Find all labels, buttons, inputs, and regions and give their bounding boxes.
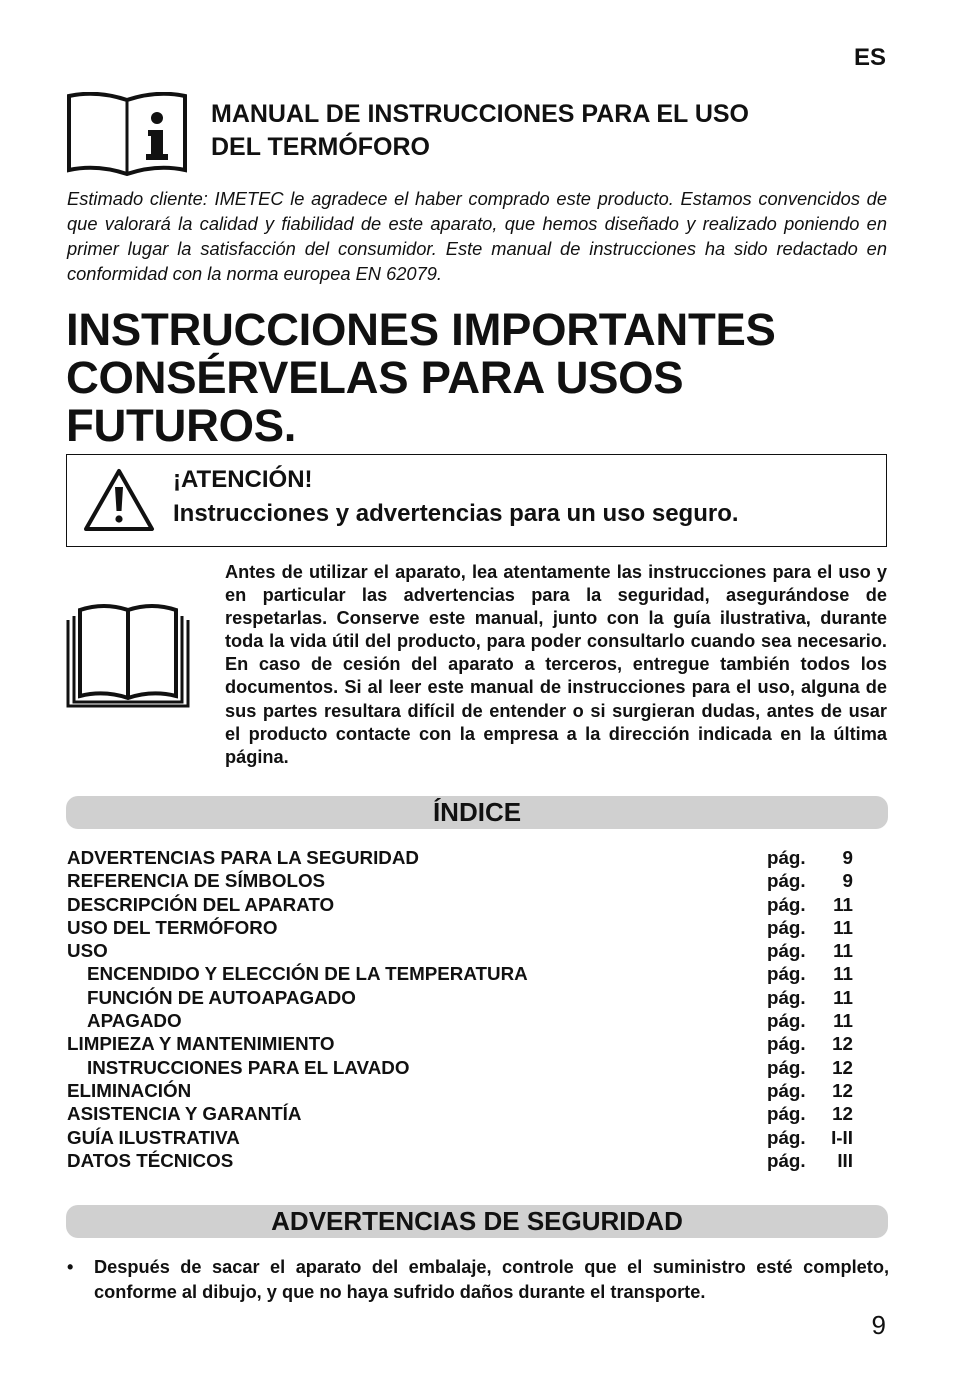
- index-entry-page-number: 11: [833, 986, 853, 1008]
- page-number: 9: [871, 1310, 886, 1340]
- index-entry-label: REFERENCIA DE SÍMBOLOS: [67, 870, 326, 892]
- safety-bullet-text: Después de sacar el aparato del embalaje, controle que el suministro esté completo, conforme al dibujo, y que no haya sufrido daños durante el transporte.: [94, 1257, 889, 1302]
- index-heading: ÍNDICE: [66, 796, 888, 829]
- index-entry-label: INSTRUCCIONES PARA EL LAVADO: [87, 1056, 410, 1078]
- index-entry-page-number: 11: [833, 893, 853, 915]
- index-entry-page-number: 9: [842, 870, 853, 892]
- index-entry-pag: pág.: [767, 963, 806, 985]
- index-entry: [67, 846, 857, 869]
- index-entry-pag: pág.: [767, 940, 806, 962]
- index-entry-pag: pág.: [767, 1149, 806, 1171]
- index-entry-page-number: 11: [833, 963, 853, 985]
- index-entry-pag: pág.: [767, 1079, 806, 1101]
- index-entry-page-number: 12: [832, 1033, 853, 1055]
- index-entry-label: FUNCIÓN DE AUTOAPAGADO: [87, 986, 356, 1008]
- warning-title: ¡ATENCIÓN!: [173, 466, 313, 493]
- index-entry-label: DATOS TÉCNICOS: [67, 1149, 234, 1171]
- index-entry: [67, 986, 857, 1009]
- index-entry-label: DESCRIPCIÓN DEL APARATO: [67, 893, 335, 915]
- big-title-line-2: CONSÉRVELAS PARA USOS: [66, 352, 684, 403]
- index-entry-pag: pág.: [767, 893, 806, 915]
- index-entry-pag: pág.: [767, 1033, 806, 1055]
- index-entry-page-number: 11: [833, 1010, 853, 1032]
- index-entry-label: LIMPIEZA Y MANTENIMIENTO: [67, 1033, 335, 1055]
- index-entry-pag: pág.: [767, 916, 806, 938]
- language-code: ES: [853, 44, 886, 71]
- index-entry-page-number: 12: [832, 1103, 853, 1125]
- index-entry: [67, 1079, 857, 1102]
- index-entry-page-number: I-II: [831, 1126, 853, 1148]
- safety-heading: ADVERTENCIAS DE SEGURIDAD: [66, 1205, 888, 1238]
- intro-paragraph: Estimado cliente: IMETEC le agradece el haber comprado este producto. Estamos convencidos de que valorará la calidad y fiabilidad de este aparato, que hemos diseñado y realizado poniendo en primer lugar la satisfacción del consumidor. Este manual de instrucciones ha sido redactado en conformidad con la norma europea EN 62079.: [67, 188, 887, 284]
- warning-subtitle: Instrucciones y advertencias para un uso seguro.: [173, 500, 739, 527]
- index-entry-label: GUÍA ILUSTRATIVA: [67, 1126, 240, 1148]
- warning-box: [66, 454, 887, 547]
- index-entry-label: ADVERTENCIAS PARA LA SEGURIDAD: [67, 847, 419, 868]
- index-entry-page-number: 11: [833, 916, 853, 938]
- index-entry-label: APAGADO: [87, 1010, 182, 1032]
- index-entry: [67, 1102, 857, 1125]
- index-entry-pag: pág.: [767, 1103, 806, 1125]
- big-title-line-3: FUTUROS.: [66, 400, 297, 451]
- index-entry: [67, 893, 857, 916]
- index-entry: [67, 939, 857, 962]
- index-entry: [67, 1032, 857, 1055]
- index-entry: [67, 1009, 857, 1032]
- index-entry-pag: pág.: [767, 870, 806, 892]
- index-entry-label: USO DEL TERMÓFORO: [67, 916, 278, 938]
- index-entry: [67, 916, 857, 939]
- manual-title-line-1: MANUAL DE INSTRUCCIONES PARA EL USO: [211, 100, 750, 128]
- index-entry-label: ELIMINACIÓN: [67, 1079, 192, 1101]
- index-entry-pag: pág.: [767, 1010, 806, 1032]
- index-entry-pag: pág.: [767, 1126, 806, 1148]
- manual-title: [211, 98, 851, 164]
- index-entry-page-number: III: [837, 1149, 853, 1171]
- index-list: [67, 846, 857, 1172]
- warning-triangle-icon: [83, 467, 155, 533]
- index-entry: [67, 1149, 857, 1172]
- index-entry: [67, 1126, 857, 1149]
- big-title-line-1: INSTRUCCIONES IMPORTANTES: [66, 304, 776, 355]
- index-entry: [67, 1056, 857, 1079]
- index-entry-page-number: 12: [832, 1056, 853, 1078]
- index-entry-pag: pág.: [767, 1056, 806, 1078]
- safety-bullet: [67, 1255, 889, 1304]
- index-entry-page-number: 12: [832, 1079, 853, 1101]
- manual-title-line-2: DEL TERMÓFORO: [211, 133, 430, 161]
- index-entry-label: USO: [67, 940, 108, 962]
- index-entry-label: ENCENDIDO Y ELECCIÓN DE LA TEMPERATURA: [87, 963, 528, 985]
- index-entry-page-number: 11: [833, 940, 853, 962]
- important-instructions-title: [66, 306, 896, 450]
- open-book-icon: [66, 602, 190, 708]
- safety-bullet-list: [67, 1255, 889, 1304]
- index-entry: [67, 869, 857, 892]
- index-entry: [67, 962, 857, 985]
- read-manual-notice: Antes de utilizar el aparato, lea atentamente las instrucciones para el uso y en particular las advertencias para la seguridad, asegurándose de respetarlas. Conserve este manual, junto con la guía ilustrativa, durante toda la vida útil del producto, para poder consultarlo cuando sea necesario. En caso de cesión del aparato a terceros, entregue también todos los documentos. Si al leer este manual de instrucciones para el uso, alguna de sus partes resultara difícil de entender o si surgieran dudas, antes de usar el producto contacte con la empresa a la dirección indicada en la última página.: [225, 562, 887, 767]
- index-entry-page-number: 9: [842, 847, 853, 868]
- index-entry-pag: pág.: [767, 986, 806, 1008]
- bullet-dot-icon: •: [67, 1257, 74, 1277]
- index-entry-label: ASISTENCIA Y GARANTÍA: [67, 1103, 302, 1125]
- index-entry-pag: pág.: [767, 847, 806, 868]
- info-manual-icon: [66, 92, 188, 176]
